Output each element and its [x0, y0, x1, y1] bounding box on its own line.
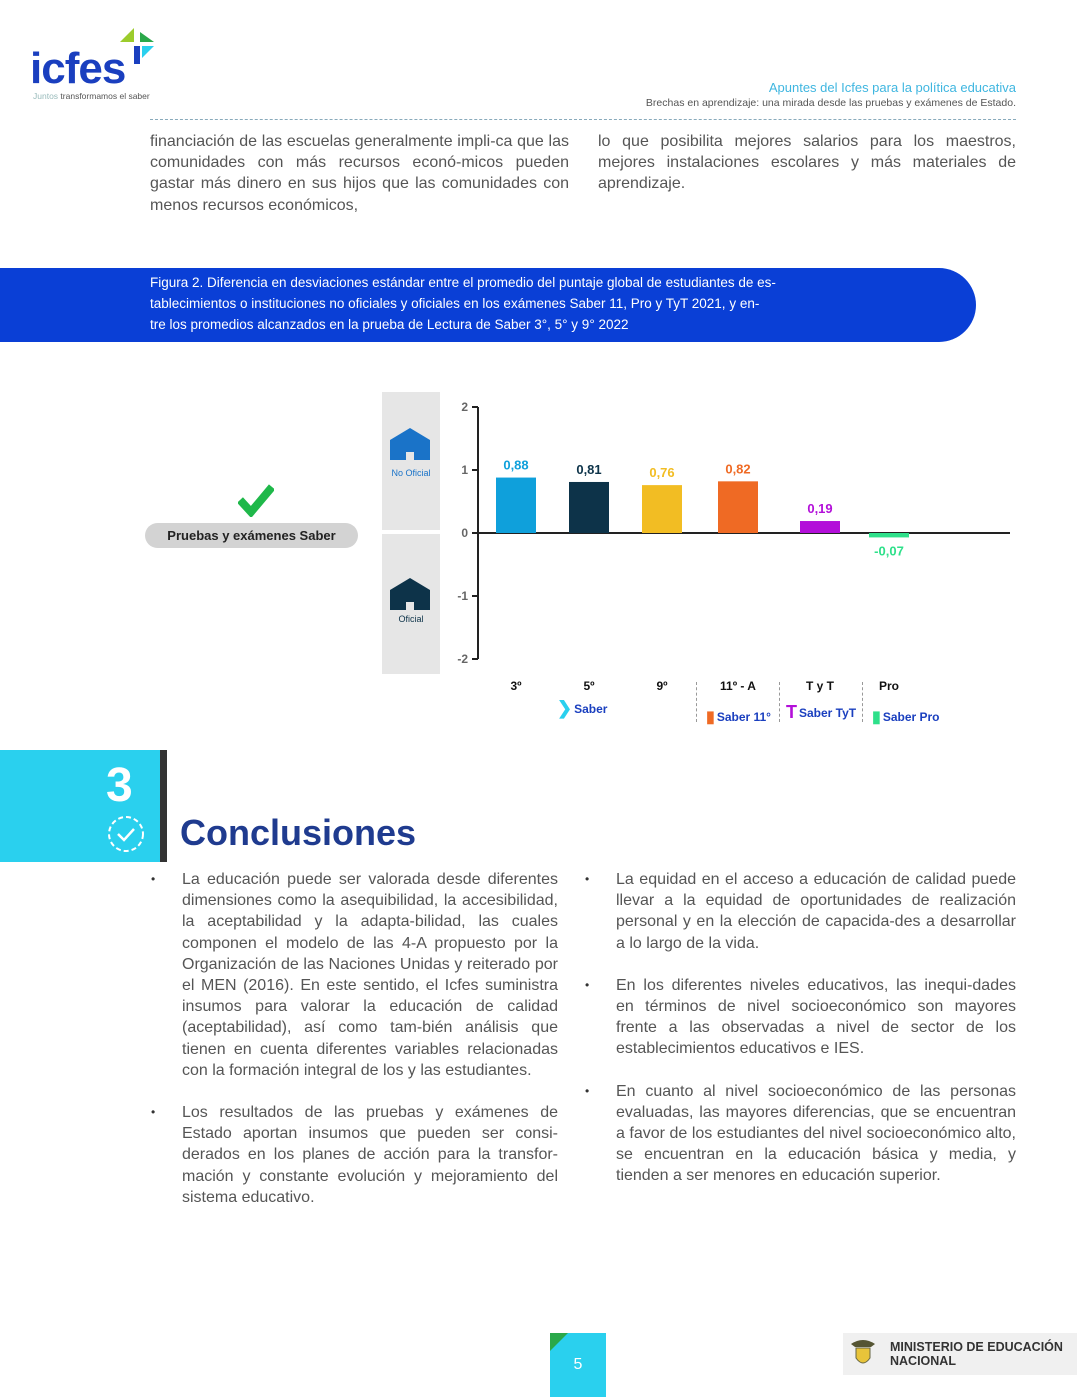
list-item: • La equidad en el acceso a educación de calidad puede llevar a la equidad de oportunidades de realización personal y en la elección de capacida-des a desarrollar a lo largo de la vida. [616, 869, 1016, 954]
data-label: 0,88 [503, 457, 529, 473]
oficial-label: Oficial [398, 614, 424, 624]
chevron-icon: ❯ [557, 698, 573, 718]
caption-line: tre los promedios alcanzados en la prueba de Lectura de Saber 3°, 5° y 9° 2022 [150, 317, 629, 332]
saber-logo: ❯ Saber [557, 698, 608, 718]
no-oficial-label: No Oficial [391, 468, 431, 478]
section-title: Conclusiones [180, 812, 417, 853]
document-title: Brechas en aprendizaje: una mirada desde las pruebas y exámenes de Estado. [645, 97, 1016, 109]
saber-pro-logo: ▮ Saber Pro [872, 709, 940, 726]
saber-tests-pill: Pruebas y exámenes Saber [145, 523, 358, 548]
logo-tagline: Juntos transformamos el saber [33, 91, 150, 101]
arrow-icon: ▮ [872, 709, 881, 726]
series-title: Apuntes del Icfes para la política educativa [768, 80, 1016, 95]
bar-5 [869, 533, 909, 537]
bar-1 [569, 482, 609, 533]
divider [696, 682, 697, 722]
caption-line: tablecimientos o instituciones no oficiales y oficiales en los exámenes Saber 11, Pro y TyT 2021, y en- [150, 296, 760, 311]
divider [862, 682, 863, 722]
bar-4 [800, 521, 840, 533]
data-label: 0,19 [807, 501, 833, 517]
saber-tyt-logo: T Saber TyT [786, 702, 857, 722]
list-item: • Los resultados de las pruebas y exámenes de Estado aportan insumos que pueden ser consi-derados en los planes de acción para la transfor-mación y constante evolución y mejoramiento del sistema educativo. [182, 1102, 558, 1208]
data-label: -0,07 [874, 543, 904, 559]
badge-check-icon [104, 812, 148, 856]
coat-of-arms-icon [848, 1338, 878, 1370]
list-item: • En cuanto al nivel socioeconómico de las personas evaluadas, las mayores diferencias, que se encuentran a favor de los estudiantes del nivel socioeconómico alto, se encuentran en la educación básica y media, y tienden a ser menores en educación superior. [616, 1081, 1016, 1187]
y-tick-label: 0 [461, 526, 468, 540]
section-number: 3 [106, 759, 133, 812]
ministry-name: MINISTERIO DE EDUCACIÓN NACIONAL [890, 1340, 1063, 1368]
list-item: • En los diferentes niveles educativos, las inequi-dades en términos de nivel socioeconómico son mayores frente a las observadas a nivel de sector de los establecimientos educativos e IES. [616, 975, 1016, 1060]
conclusions-left-list [182, 869, 558, 1229]
x-tick-label: 11º - A [720, 679, 756, 693]
intro-left-paragraph: financiación de las escuelas generalmente impli-ca que las comunidades con más recursos econó-micos pueden gastar más dinero en sus hijos que las comunidades con menos recursos económicos, [150, 133, 569, 214]
data-label: 0,81 [576, 461, 602, 477]
caption-line: Figura 2. Diferencia en desviaciones estándar entre el promedio del puntaje global de estudiantes de es- [150, 275, 776, 290]
page-number: 5 [550, 1333, 606, 1397]
saber-11-logo: ▮ Saber 11° [706, 709, 771, 726]
data-label: 0,82 [725, 461, 751, 477]
bar-3 [718, 481, 758, 533]
bar-0 [496, 478, 536, 533]
conclusions-right-list [616, 869, 1016, 1208]
x-tick-label: T y T [805, 679, 835, 693]
y-tick-label: -2 [457, 652, 468, 666]
y-tick-label: -1 [457, 589, 468, 603]
bar-2 [642, 485, 682, 533]
x-tick-label: Pro [878, 679, 900, 693]
arrow-icon: ▮ [706, 709, 715, 726]
section-bar [160, 750, 167, 862]
logo-text: icfes [30, 44, 126, 93]
x-tick-label: 5º [583, 679, 595, 693]
intro-right-paragraph: lo que posibilita mejores salarios para los maestros, mejores instalaciones escolares y más materiales de aprendizaje. [598, 133, 1016, 193]
data-label: 0,76 [649, 465, 675, 481]
y-tick-label: 1 [461, 463, 468, 477]
x-tick-label: 3º [510, 679, 522, 693]
list-item: • La educación puede ser valorada desde diferentes dimensiones como la asequibilidad, la accesibilidad, la aceptabilidad y la adapta-bilidad, las cuales componen el modelo de las 4-A propuesto por la Organización de las Naciones Unidas y reiterado por el MEN (2016). En este sentido, el Icfes suministra insumos para valorar la educación de calidad (aceptabilidad), así como tam-bién análisis que tienen en cuenta diferentes variables relacionadas con la formación integral de los y las estudiantes. [182, 869, 558, 1081]
x-tick-label: 9º [656, 679, 668, 693]
y-tick-label: 2 [461, 400, 468, 414]
t-icon: T [786, 702, 797, 722]
divider [779, 682, 780, 722]
page-corner [550, 1333, 568, 1351]
